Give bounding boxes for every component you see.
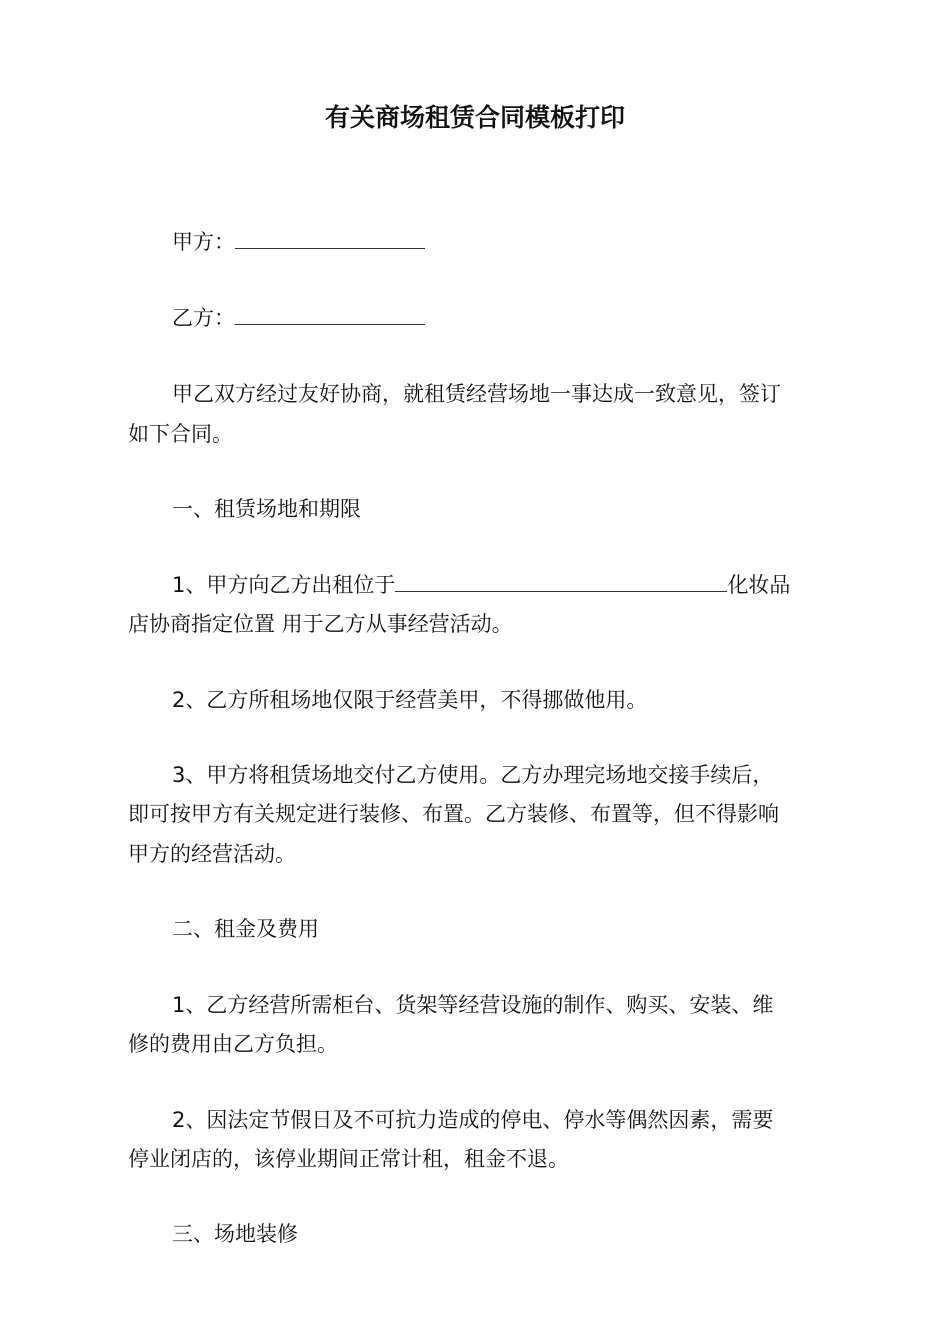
- s1-item-3-line-2: 即可按甲方有关规定进行装修、布置。乙方装修、布置等，但不得影响: [128, 802, 779, 826]
- s1-item-1-line-1: [128, 565, 872, 605]
- party-a-blank: [235, 222, 425, 249]
- section-3-heading: 三、场地装修: [172, 1222, 298, 1246]
- s1-item-2: 2、乙方所租场地仅限于经营美甲，不得挪做他用。: [172, 688, 648, 712]
- location-blank: [395, 565, 727, 592]
- party-b-label: 乙方：: [172, 306, 235, 330]
- s1-item-1-prefix: 1、甲方向乙方出租位于: [172, 573, 396, 597]
- party-b-line: [128, 298, 872, 338]
- s1-item-1-line-2: 店协商指定位置 用于乙方从事经营活动。: [128, 612, 513, 636]
- s1-item-1-suffix: 化妆品: [727, 573, 791, 597]
- intro-line-1: 甲乙双方经过友好协商，就租赁经营场地一事达成一致意见，签订: [172, 382, 781, 406]
- section-2-heading: 二、租金及费用: [172, 917, 319, 941]
- s2-item-1-line-2: 修的费用由乙方负担。: [128, 1032, 338, 1056]
- section-1-heading: 一、租赁场地和期限: [172, 497, 361, 521]
- party-b-blank: [235, 298, 425, 325]
- document-title: 有关商场租赁合同模板打印: [324, 103, 625, 132]
- intro-line-2: 如下合同。: [128, 422, 233, 446]
- s2-item-2-line-2: 停业闭店的，该停业期间正常计租，租金不退。: [128, 1147, 569, 1171]
- s1-item-3-line-3: 甲方的经营活动。: [128, 842, 296, 866]
- party-a-label: 甲方：: [172, 230, 235, 254]
- s2-item-1-line-1: 1、乙方经营所需柜台、货架等经营设施的制作、购买、安装、维: [172, 993, 774, 1017]
- party-a-line: [128, 222, 872, 262]
- s1-item-3-line-1: 3、甲方将租赁场地交付乙方使用。乙方办理完场地交接手续后，: [172, 763, 774, 787]
- s2-item-2-line-1: 2、因法定节假日及不可抗力造成的停电、停水等偶然因素，需要: [172, 1108, 774, 1132]
